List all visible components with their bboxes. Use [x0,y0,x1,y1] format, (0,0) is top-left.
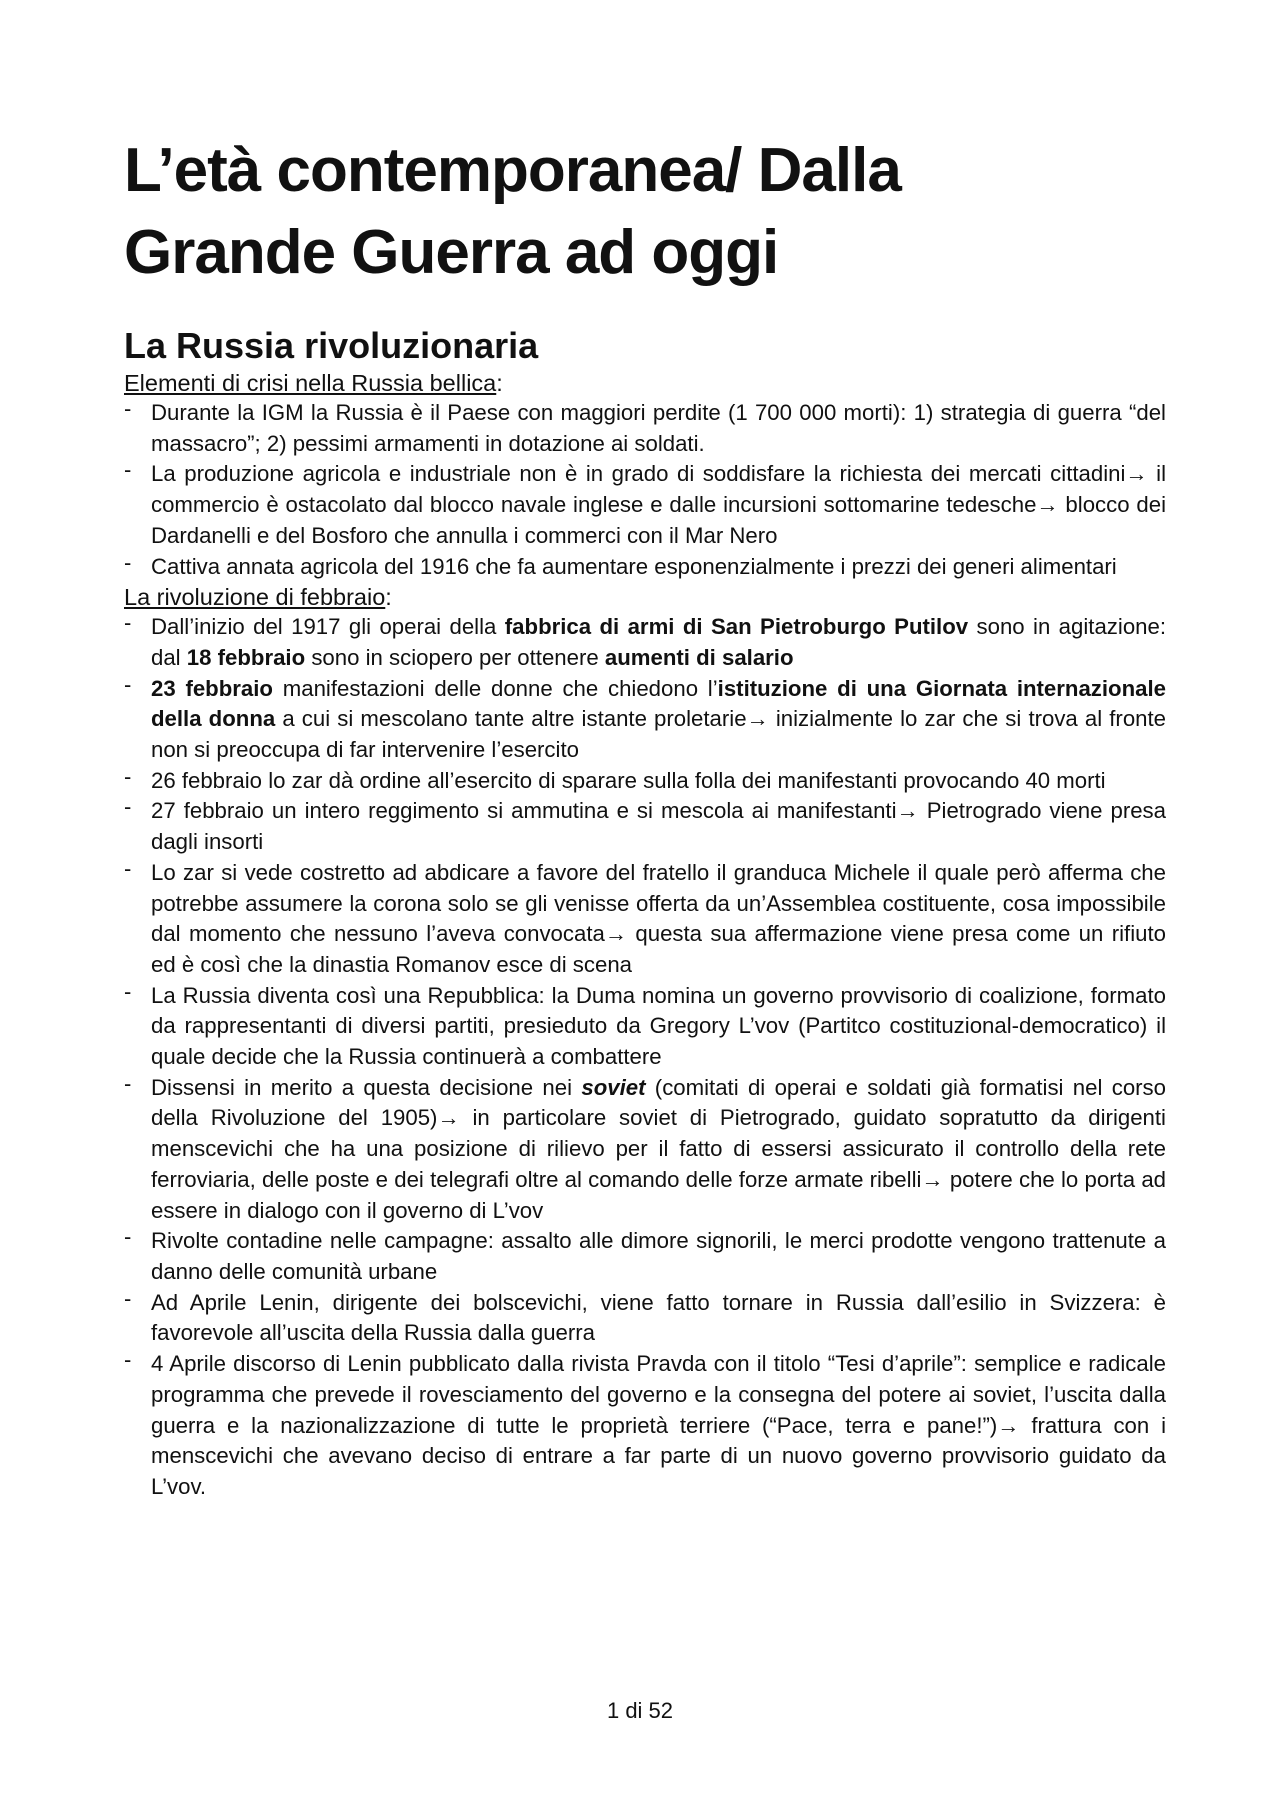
list-item: - La Russia diventa così una Repubblica: la Duma nomina un governo provvisorio di coalizione, formato da rappresentanti di diversi partiti, presieduto da Gregory L’vov (Partitco costituzional-democratico) il quale decide che la Russia continuerà a combattere [124,981,1166,1073]
list-item: - Dissensi in merito a questa decisione nei soviet (comitati di operai e soldati già formatisi nel corso della Rivoluzione del 1905)→ in particolare soviet di Pietrogrado, guidato sopratutto da dirigenti menscevichi che ha una posizione di rilievo per il fatto di essersi assicurato il controllo della rete ferroviaria, delle poste e dei telegrafi oltre al comando delle forze armate ribelli→ potere che lo porta ad essere in dialogo con il governo di L’vov [124,1073,1166,1227]
february-list [124,612,1166,1502]
document-page [124,130,1166,1503]
section-heading-crisis-text: Elementi di crisi nella Russia bellica [124,370,497,396]
title-line-1: L’età contemporanea/ Dalla [124,136,901,205]
chapter-heading: La Russia rivoluzionaria [124,325,539,366]
page-number: 1 di 52 [606,1698,674,1723]
crisis-list [124,398,1166,582]
document-title [124,130,1166,294]
list-item: - 4 Aprile discorso di Lenin pubblicato dalla rivista Pravda con il titolo “Tesi d’aprile”: semplice e radicale programma che prevede il rovesciamento del governo e la consegna del potere ai soviet, l’uscita dalla guerra e la nazionalizzazione di tutte le proprietà terriere (“Pace, terra e pane!”)→ frattura con i menscevichi che avevano deciso di entrare a far parte di un nuovo governo provvisorio guidato da L’vov. [124,1349,1166,1503]
list-item: - Dall’inizio del 1917 gli operai della fabbrica di armi di San Pietroburgo Putilov sono in agitazione: dal 18 febbraio sono in sciopero per ottenere aumenti di salario [124,612,1166,673]
section-heading-crisis: Elementi di crisi nella Russia bellica: [124,370,503,396]
section-heading-february-text: La rivoluzione di febbraio [124,584,386,611]
list-item: - Lo zar si vede costretto ad abdicare a favore del fratello il granduca Michele il quale però afferma che potrebbe assumere la corona solo se gli venisse offerta da un’Assemblea costituente, cosa impossibile dal momento che nessuno l’aveva convocata→ questa sua affermazione viene presa come un rifiuto ed è così che la dinastia Romanov esce di scena [124,858,1166,981]
section-heading-february: La rivoluzione di febbraio: [124,584,392,611]
list-item: - Cattiva annata agricola del 1916 che fa aumentare esponenzialmente i prezzi dei generi alimentari [124,552,1166,583]
list-item: - La produzione agricola e industriale non è in grado di soddisfare la richiesta dei mercati cittadini→ il commercio è ostacolato dal blocco navale inglese e dalle incursioni sottomarine tedesche→ blocco dei Dardanelli e del Bosforo che annulla i commerci con il Mar Nero [124,459,1166,551]
title-line-2: Grande Guerra ad oggi [124,218,779,287]
list-item: - Rivolte contadine nelle campagne: assalto alle dimore signorili, le merci prodotte vengono trattenute a danno delle comunità urbane [124,1226,1166,1287]
list-item: - 27 febbraio un intero reggimento si ammutina e si mescola ai manifestanti→ Pietrogrado viene presa dagli insorti [124,796,1166,857]
list-item: - Durante la IGM la Russia è il Paese con maggiori perdite (1 700 000 morti): 1) strategia di guerra “del massacro”; 2) pessimi armamenti in dotazione ai soldati. [124,398,1166,459]
list-item: - 23 febbraio manifestazioni delle donne che chiedono l’istituzione di una Giornata internazionale della donna a cui si mescolano tante altre istante proletarie→ inizialmente lo zar che si trova al fronte non si preoccupa di far intervenire l’esercito [124,674,1166,766]
list-item: - 26 febbraio lo zar dà ordine all’esercito di sparare sulla folla dei manifestanti provocando 40 morti [124,766,1166,797]
list-item: - Ad Aprile Lenin, dirigente dei bolscevichi, viene fatto tornare in Russia dall’esilio in Svizzera: è favorevole all’uscita della Russia dalla guerra [124,1288,1166,1349]
